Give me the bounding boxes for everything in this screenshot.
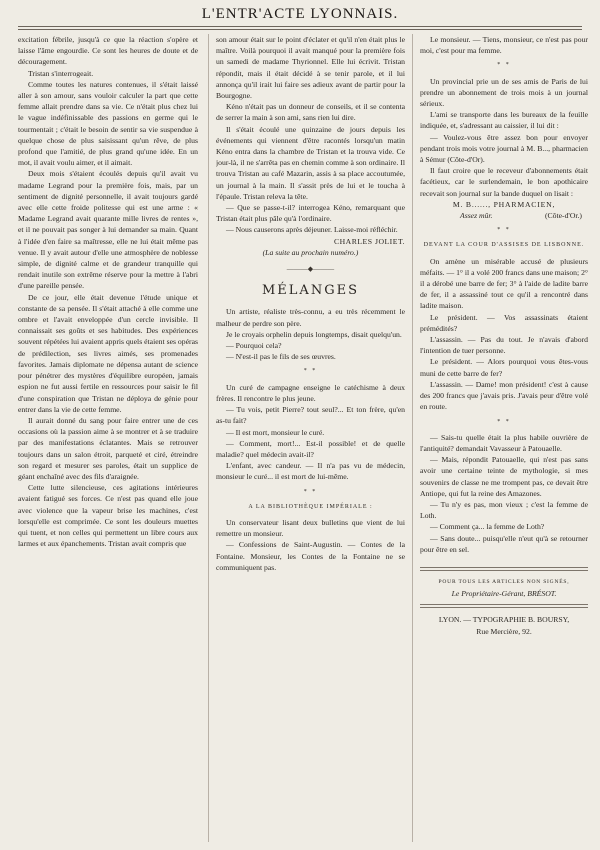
- paragraph: — Tu vois, petit Pierre? tout seul?... Et ton frère, qu'en as-tu fait?: [216, 405, 405, 426]
- paragraph: excitation fébrile, jusqu'à ce que la réaction s'opère et laisse l'âme engourdie. Ce sont les heures de doute et de découragement.: [18, 35, 198, 67]
- subheading: A LA BIBLIOTHÈQUE IMPÉRIALE :: [248, 503, 373, 510]
- paragraph: Il faut croire que le receveur d'abonnements était facétieux, car le surlendemain, le bon apothicaire recevait son journal sur la bande duquel on lisait :: [420, 166, 588, 198]
- author-signature: CHARLES JOLIET.: [334, 236, 405, 246]
- ad-label-address: [420, 210, 588, 221]
- paragraph: — Mais, répondit Patouaelle, qui n'est pas sans avoir une certaine teinte de mythologie, si mes souvenirs de classe ne me trompent pas, ce devait être Antiope, qui fut la reine des Amazones.: [420, 455, 588, 498]
- section-heading-melanges: MÉLANGES: [262, 283, 359, 299]
- column-middle: [216, 34, 405, 846]
- paragraph: Le président. — Alors pourquoi vous êtes-vous muni de cette barre de fer?: [420, 357, 588, 378]
- paragraph: Cette lutte silencieuse, ces agitations intérieures avaient fatigué ses forces. Ce n'est pas quand elle joue avec violence que la vapeur brise les machines, c'est lorsqu'elle est comprimée. Ce sont les douleurs muettes qui tuent, et non celles qui permettent un libre cours aux larmes et aux épanchements. Tristan avait compris que: [18, 483, 198, 549]
- separator-stars: * *: [497, 418, 511, 425]
- ornamental-rule: ―――◆―――: [286, 265, 335, 274]
- paragraph: L'assassin. — Pas du tout. Je n'avais d'abord l'intention de tuer personne.: [420, 335, 588, 356]
- footer-gerant: Le Propriétaire-Gérant, BRÉSOT.: [451, 589, 557, 599]
- paragraph: — Comment ça... la femme de Loth?: [430, 522, 545, 532]
- paragraph: Le président. — Vos assassinats étaient prémédités?: [420, 312, 588, 333]
- column-right: [420, 34, 588, 846]
- paragraph: — Que se passe-t-il? interrogea Kéno, remarquant que Tristan était plus pâle qu'à l'ordinaire.: [216, 203, 405, 224]
- paragraph: son amour était sur le point d'éclater et qu'il n'en était plus le maître. Voilà pourquoi il avait manqué pour la première fois un samedi de madame Thyrionnel. Elle lui écrivit. Tristan répondit, mais il était décidé à se tenir parole, et il lui annonça qu'il irait lui faire ses adieux avant de partir pour la Bourgogne.: [216, 35, 405, 101]
- paragraph: — Comment, mort!... Est-il possible! et de quelle maladie? quel médecin avait-il?: [216, 438, 405, 459]
- paragraph: Un artiste, réaliste très-connu, a eu très récemment le malheur de perdre son père.: [216, 307, 405, 328]
- column-feuilleton: [18, 34, 198, 846]
- separator-stars: * *: [303, 488, 318, 495]
- ad-label-place: (Côte-d'Or.): [544, 211, 582, 221]
- paragraph: — Confessions de Saint-Augustin. — Contes de la Fontaine. Monsieur, les Contes de la Fontaine ne se communiquent pas.: [216, 540, 405, 572]
- paragraph: — Il est mort, monsieur le curé.: [226, 427, 325, 437]
- continuation-note: (La suite au prochain numéro.): [262, 247, 359, 257]
- paragraph: Un provincial prie un de ses amis de Paris de lui prendre un abonnement de trois mois à un journal sérieux.: [420, 76, 588, 109]
- footer-rule: [420, 604, 588, 608]
- paragraph: Il s'était écoulé une quinzaine de jours depuis les événements qui viennent d'être racontés lorsqu'un matin Kéno entra dans la chambre de Tristan et la trouva vide. Ce jour-là, il ne s'arrêta pas en chemin comme à son ordinaire. Il trouva Tristan au café Mazarin, assis à sa place accoutumée, un journal à la main. Il s'assit près de lui et le toucha à l'épaule. Tristan releva la tête.: [216, 124, 405, 201]
- masthead-rule: [18, 26, 582, 30]
- ad-label-name: M. B......, PHARMACIEN,: [452, 199, 556, 209]
- paragraph: Un conservateur lisant deux bulletins que vient de lui remettre un monsieur.: [216, 517, 405, 539]
- paragraph: — Voulez-vous être assez bon pour envoyer pendant trois mois votre journal à M. B..., pharmacien à Sémur (Côte-d'Or).: [420, 132, 588, 165]
- ad-label-line: Assez mûr.: [460, 211, 493, 221]
- paragraph: Tristan s'interrogeait.: [28, 68, 94, 78]
- separator-stars: * *: [497, 62, 511, 69]
- printer-address: Rue Mercière, 92.: [476, 626, 532, 636]
- printer-imprint: LYON. — TYPOGRAPHIE B. BOURSY,: [438, 615, 570, 625]
- separator-stars: * *: [303, 368, 318, 375]
- separator-stars: * *: [497, 227, 511, 234]
- paragraph: Comme toutes les natures contenues, il s'était laissé aller à son amour, sans vouloir calculer la part que cette femme allait prendre dans sa vie. Ce n'était plus chez lui le vague indéfinissable des passions en germe qui le tourmentait ; c'était le besoin de sentir sa vie suspendue à quelque chose de plus saisissant qu'un rêve, de plus profond que l'amitié, de plus grand qu'une idée. En un mot, il avait voulu aimer, et il aimait.: [18, 79, 198, 168]
- paragraph: — Pourquoi cela?: [226, 341, 282, 351]
- column-divider: [208, 34, 209, 842]
- footer-note: POUR TOUS LES ARTICLES NON SIGNÉS,: [438, 578, 570, 585]
- paragraph: — Sais-tu quelle était la plus habile ouvrière de l'antiquité? demandait Vavasseur à Patouaelle.: [420, 432, 588, 453]
- subheading: DEVANT LA COUR D'ASSISES DE LISBONNE.: [423, 242, 585, 249]
- masthead-title: L'ENTR'ACTE LYONNAIS.: [201, 6, 399, 22]
- paragraph: Deux mois s'étaient écoulés depuis qu'il avait vu madame Legrand pour la première fois, mais, par un sentiment de dignité personnelle, il avait toujours gardé avec elle cette froide politesse qui est une arme : « Madame Legrand avait quarante mille livres de rentes », et il ne pouvait pas songer à lui demander sa main. Quant à l'idée d'en faire sa maîtresse, elle ne lui était même pas venue. Il y avait autour d'elle une atmosphère de noblesse simple, de dignité calme et de grandeur tranquille qui rendait inutile son extrême réserve pour la mettre à l'abri d'une pareille pensée.: [18, 169, 198, 291]
- paragraph: Un curé de campagne enseigne le catéchisme à deux frères. Il rencontre le plus jeune.: [216, 382, 405, 403]
- paragraph: L'assassin. — Dame! mon président! c'est à cause des 200 francs que j'avais pris. J'avais peur d'être volé en route.: [420, 379, 588, 412]
- paragraph: L'enfant, avec candeur. — Il n'a pas vu de médecin, monsieur le curé... il est mort de lui-même.: [216, 461, 405, 482]
- paragraph: — Sans doute... puisqu'elle n'eut qu'à se retourner pour être en sel.: [420, 533, 588, 554]
- paragraph: De ce jour, elle était devenue l'étude unique et constante de sa pensée. Il s'était attaché à elle comme une ombre et l'avait enveloppée d'un cercle invisible. Il connaissait ses goûts et ses habitudes. Des expériences souvent répétées lui avaient appris quels étaient ses opéras de prédilection, ses livres aimés, ses promenades favorites. Jamais diplomate ne dépensa autant de science pour pénétrer des mystères d'équilibre européen, jamais espion ne fut aussi fertile en ressources pour saisir le fil d'une conspiration que Tristan ne déploya de génie pour entrer dans la vie de cette femme.: [18, 292, 198, 414]
- column-divider: [412, 34, 413, 842]
- paragraph: Je le croyais orphelin depuis longtemps, disait quelqu'un.: [226, 329, 402, 339]
- paragraph: Il aurait donné du sang pour faire entrer une de ces occasions où la passion aime à se montrer et à se traduire par des manifestations éclatantes. Mais se retrouver toujours dans un salon étroit, parqueté et ciré, étreindre son regard et mesurer ses paroles, était un supplice de géant enchaîné avec des fils d'araignée.: [18, 415, 198, 481]
- footer-rule: [420, 567, 588, 571]
- paragraph: — N'est-il pas le fils de ses œuvres.: [226, 352, 336, 362]
- paragraph: L'ami se transporte dans les bureaux de la feuille indiquée, et, s'adressant au caissier, il lui dit :: [420, 110, 588, 131]
- paragraph: Kéno n'était pas un donneur de conseils, et il se contenta de serrer la main à son ami, sans rien lui dire.: [216, 102, 405, 123]
- paragraph: On amène un misérable accusé de plusieurs méfaits. — 1° il a volé 200 francs dans une maison; 2° il a dérobé une barre de fer; 3° à l'aide de ladite barre de fer, il a assassiné tout ce qu'il a rencontré dans ladite maison.: [420, 256, 588, 311]
- paragraph: — Tu n'y es pas, mon vieux ; c'est la femme de Loth.: [420, 499, 588, 521]
- paragraph: — Nous causerons après déjeuner. Laisse-moi réfléchir.: [226, 225, 398, 235]
- paragraph: Le monsieur. — Tiens, monsieur, ce n'est pas pour moi, c'est pour ma femme.: [420, 35, 588, 56]
